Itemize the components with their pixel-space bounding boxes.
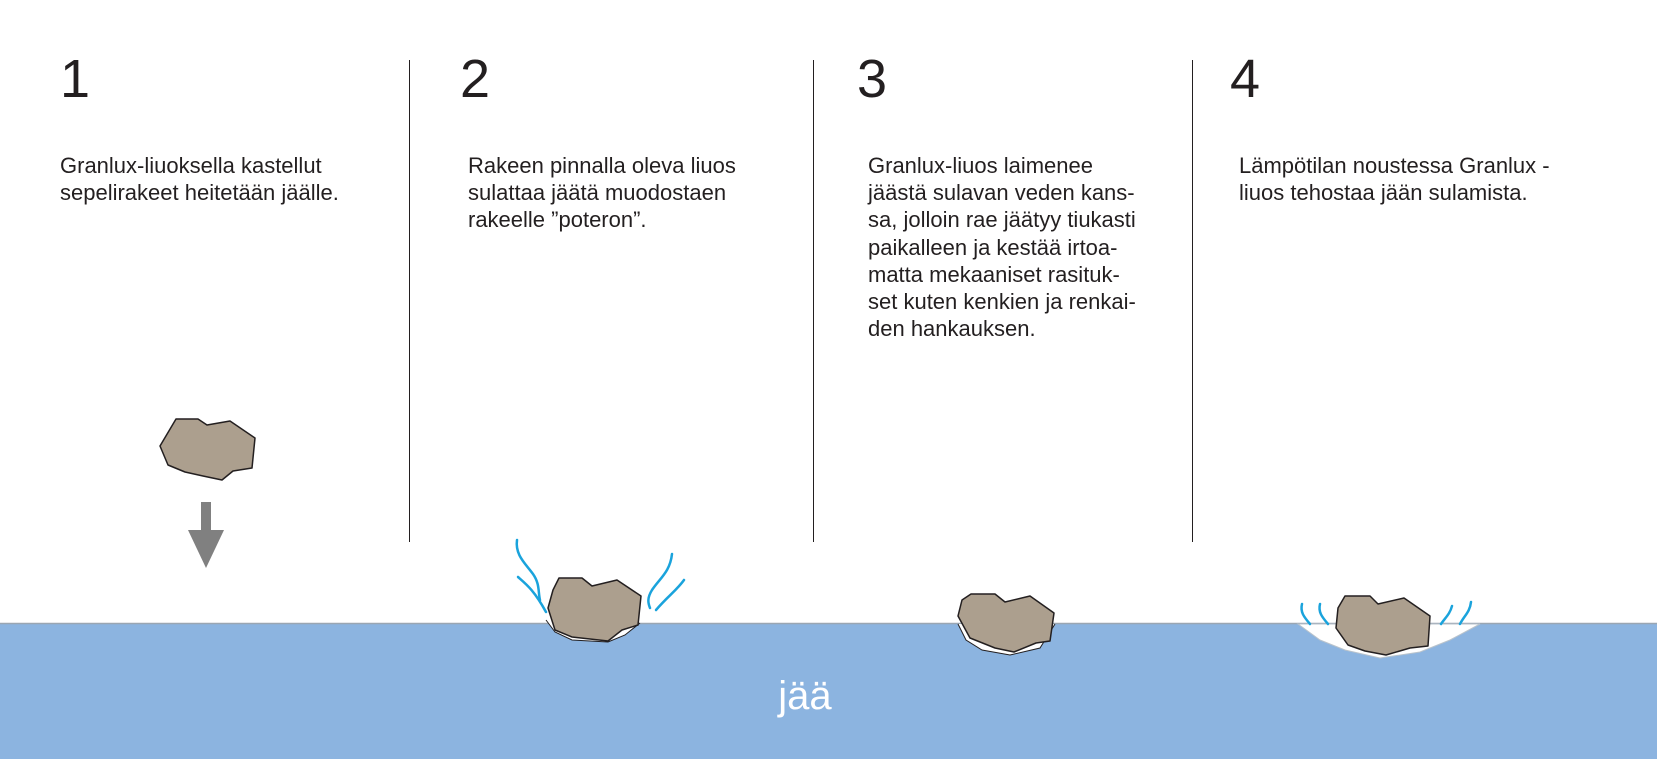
- ice-label: jää: [778, 674, 832, 718]
- step-2-number: 2: [460, 49, 491, 109]
- step-1-description: Granlux-liuoksella kastellut sepelirakeet heitetään jäälle.: [60, 153, 339, 206]
- step-4-description: Lämpötilan noustessa Granlux - liuos tehostaa jään sulamista.: [1239, 153, 1550, 206]
- step-2-description: Rakeen pinnalla oleva liuos sulattaa jäätä muodostaen rakeelle ”poteron”.: [468, 153, 736, 233]
- stone-step-1: [160, 419, 255, 480]
- stone-step-4: [1336, 596, 1430, 655]
- step-4-number: 4: [1230, 49, 1261, 109]
- step-1-number: 1: [60, 49, 91, 109]
- down-arrow-icon: [188, 502, 224, 568]
- step-3-number: 3: [857, 49, 888, 109]
- step-3-description: Granlux-liuos laimenee jäästä sulavan veden kans- sa, jolloin rae jäätyy tiukasti paikalleen ja kestää irtoa- matta mekaaniset rasituk- set kuten kenkien ja renkai- den hankauksen.: [868, 153, 1136, 342]
